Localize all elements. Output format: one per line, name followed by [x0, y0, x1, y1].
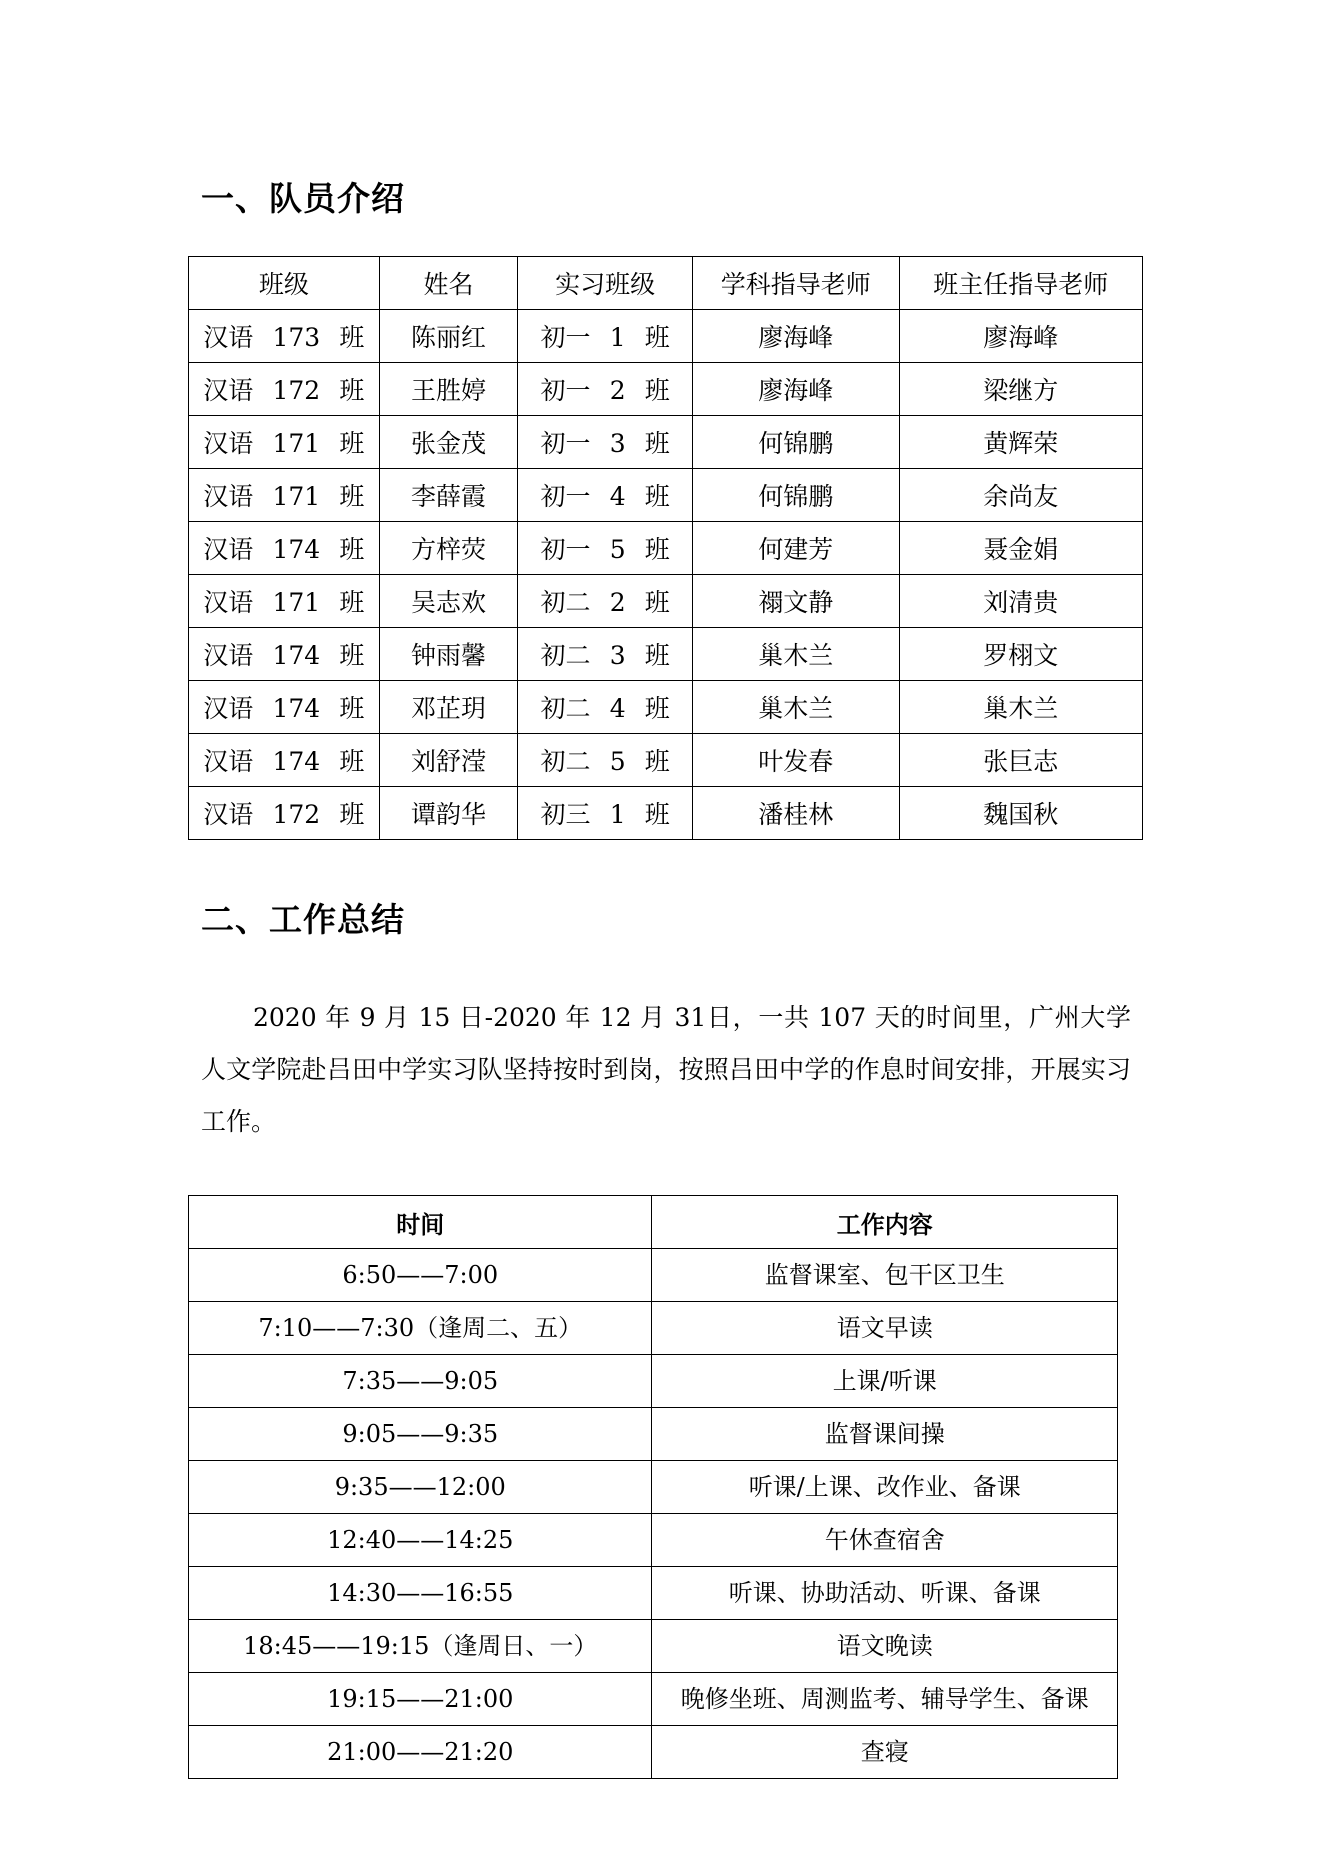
section-2-heading: 二、工作总结 [201, 900, 405, 939]
table-row [189, 1249, 1118, 1302]
table-cell: 初一 3 班 [518, 416, 693, 469]
table-cell: 汉语 171 班 [189, 469, 380, 522]
table-cell: 12:40——14:25 [189, 1514, 652, 1567]
table-cell: 汉语 172 班 [189, 787, 380, 840]
table-row [189, 575, 1143, 628]
table-cell: 钟雨馨 [379, 628, 518, 681]
table-row [189, 1302, 1118, 1355]
table-row [189, 1514, 1118, 1567]
section-1-heading: 一、队员介绍 [201, 179, 405, 218]
table-cell: 初一 2 班 [518, 363, 693, 416]
table-cell: 初二 2 班 [518, 575, 693, 628]
table-cell: 黄辉荣 [899, 416, 1142, 469]
col-header-subject-mentor: 学科指导老师 [692, 257, 899, 310]
col-header-work-content: 工作内容 [652, 1196, 1118, 1249]
table-cell: 汉语 173 班 [189, 310, 380, 363]
table-row [189, 1408, 1118, 1461]
table-cell: 查寝 [652, 1726, 1118, 1779]
table-cell: 何锦鹏 [692, 469, 899, 522]
work-summary-paragraph: 2020 年 9 月 15 日-2020 年 12 月 31日，一共 107 天的时间里，广州大学人文学院赴吕田中学实习队坚持按时到岗，按照吕田中学的作息时间安排，开展实习工作。 [201, 1003, 1131, 1136]
col-header-class: 班级 [189, 257, 380, 310]
table-cell: 刘舒滢 [379, 734, 518, 787]
table-cell: 廖海峰 [692, 363, 899, 416]
table-cell: 李薛霞 [379, 469, 518, 522]
table-row [189, 734, 1143, 787]
table-cell: 张金茂 [379, 416, 518, 469]
table-row [189, 1673, 1118, 1726]
table-cell: 语文早读 [652, 1302, 1118, 1355]
table-cell: 梁继方 [899, 363, 1142, 416]
table-cell: 汉语 174 班 [189, 681, 380, 734]
table-row [189, 522, 1143, 575]
col-header-time: 时间 [189, 1196, 652, 1249]
table-cell: 吴志欢 [379, 575, 518, 628]
table-cell: 7:10——7:30（逢周二、五） [189, 1302, 652, 1355]
table-cell: 汉语 174 班 [189, 522, 380, 575]
table-row [189, 1461, 1118, 1514]
table-cell: 禤文静 [692, 575, 899, 628]
table-row [189, 1567, 1118, 1620]
table-cell: 初一 4 班 [518, 469, 693, 522]
table-cell: 何建芳 [692, 522, 899, 575]
table-cell: 何锦鹏 [692, 416, 899, 469]
table-cell: 初一 5 班 [518, 522, 693, 575]
table-cell: 张巨志 [899, 734, 1142, 787]
team-members-table [188, 256, 1143, 840]
table-cell: 听课、协助活动、听课、备课 [652, 1567, 1118, 1620]
table-row [189, 1355, 1118, 1408]
table-cell: 魏国秋 [899, 787, 1142, 840]
table-cell: 听课/上课、改作业、备课 [652, 1461, 1118, 1514]
table-cell: 9:35——12:00 [189, 1461, 652, 1514]
table-cell: 初二 3 班 [518, 628, 693, 681]
col-header-name: 姓名 [379, 257, 518, 310]
table-cell: 监督课室、包干区卫生 [652, 1249, 1118, 1302]
table-cell: 廖海峰 [899, 310, 1142, 363]
table-cell: 刘清贵 [899, 575, 1142, 628]
table-cell: 初三 1 班 [518, 787, 693, 840]
table-cell: 18:45——19:15（逢周日、一） [189, 1620, 652, 1673]
col-header-intern-class: 实习班级 [518, 257, 693, 310]
table-row [189, 681, 1143, 734]
table-row [189, 1620, 1118, 1673]
table-cell: 谭韵华 [379, 787, 518, 840]
table-cell: 6:50——7:00 [189, 1249, 652, 1302]
table-cell: 巢木兰 [899, 681, 1142, 734]
table-cell: 14:30——16:55 [189, 1567, 652, 1620]
table-cell: 聂金娟 [899, 522, 1142, 575]
table-cell: 巢木兰 [692, 681, 899, 734]
table-cell: 语文晚读 [652, 1620, 1118, 1673]
table-row [189, 310, 1143, 363]
table-row [189, 363, 1143, 416]
table-cell: 汉语 171 班 [189, 416, 380, 469]
table-cell: 监督课间操 [652, 1408, 1118, 1461]
table-cell: 方梓荧 [379, 522, 518, 575]
table-cell: 陈丽红 [379, 310, 518, 363]
table-cell: 汉语 172 班 [189, 363, 380, 416]
table-row [189, 416, 1143, 469]
table-header-row [189, 257, 1143, 310]
table-row [189, 1726, 1118, 1779]
table-cell: 7:35——9:05 [189, 1355, 652, 1408]
table-cell: 初一 1 班 [518, 310, 693, 363]
table-cell: 汉语 171 班 [189, 575, 380, 628]
table-cell: 汉语 174 班 [189, 628, 380, 681]
table-cell: 初二 4 班 [518, 681, 693, 734]
schedule-table [188, 1195, 1118, 1779]
table-row [189, 787, 1143, 840]
col-header-homeroom-mentor: 班主任指导老师 [899, 257, 1142, 310]
table-cell: 王胜婷 [379, 363, 518, 416]
table-row [189, 469, 1143, 522]
table-cell: 9:05——9:35 [189, 1408, 652, 1461]
table-cell: 19:15——21:00 [189, 1673, 652, 1726]
table-row [189, 628, 1143, 681]
table-cell: 晚修坐班、周测监考、辅导学生、备课 [652, 1673, 1118, 1726]
table-cell: 汉语 174 班 [189, 734, 380, 787]
table-cell: 午休查宿舍 [652, 1514, 1118, 1567]
table-cell: 叶发春 [692, 734, 899, 787]
table-cell: 潘桂林 [692, 787, 899, 840]
table-header-row [189, 1196, 1118, 1249]
table-cell: 廖海峰 [692, 310, 899, 363]
table-cell: 初二 5 班 [518, 734, 693, 787]
table-cell: 上课/听课 [652, 1355, 1118, 1408]
table-cell: 巢木兰 [692, 628, 899, 681]
table-cell: 21:00——21:20 [189, 1726, 652, 1779]
table-cell: 邓芷玥 [379, 681, 518, 734]
table-cell: 余尚友 [899, 469, 1142, 522]
table-cell: 罗栩文 [899, 628, 1142, 681]
